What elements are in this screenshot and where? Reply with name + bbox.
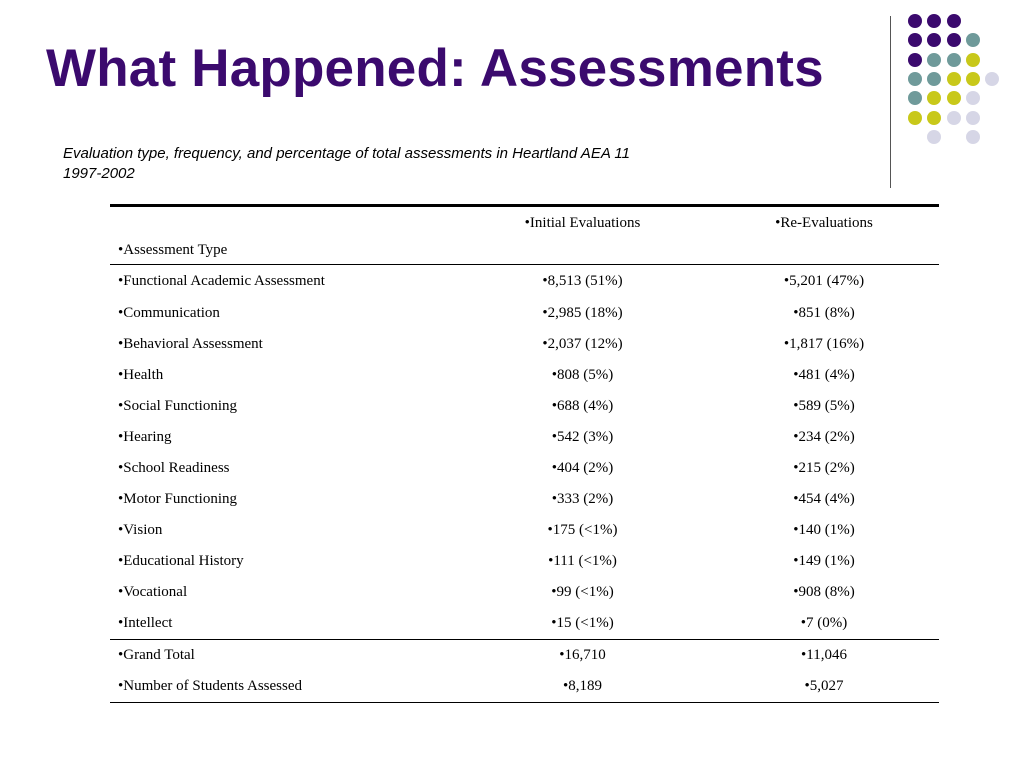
decorative-dot [908,72,922,86]
row-re-evaluations: •149 (1%) [793,553,855,569]
decorative-dot [927,33,941,47]
row-label: •Social Functioning [118,398,237,414]
decorative-dot [966,91,980,105]
row-initial-evaluations: •8,513 (51%) [542,273,623,289]
decorative-dot [908,53,922,67]
row-label: •Motor Functioning [118,491,238,507]
decorative-dot [947,72,961,86]
row-re-evaluations: •908 (8%) [793,584,855,600]
row-label: •Grand Total [118,647,195,663]
row-label: •Health [118,367,164,383]
header-re-evaluations: •Re-Evaluations [775,215,873,231]
row-re-evaluations: •1,817 (16%) [783,336,865,352]
row-initial-evaluations: •16,710 [559,647,606,663]
row-label: •Functional Academic Assessment [118,273,325,289]
row-initial-evaluations: •111 (<1%) [548,553,617,569]
table-row [110,453,939,484]
row-initial-evaluations: •404 (2%) [551,460,614,476]
decorative-dot [927,72,941,86]
decorative-dot [947,14,961,28]
row-initial-evaluations: •808 (5%) [551,367,614,383]
row-initial-evaluations: •175 (<1%) [547,522,618,538]
row-label: •Hearing [118,429,172,445]
table-row [110,391,939,422]
table-row [110,484,939,515]
row-re-evaluations: •11,046 [801,647,847,663]
row-re-evaluations: •481 (4%) [793,367,855,383]
table-row [110,360,939,391]
table-row [110,298,939,329]
decorative-dot [947,111,961,125]
decorative-dot [927,111,941,125]
table-body [110,265,939,703]
decorative-dot [947,53,961,67]
row-re-evaluations: •215 (2%) [793,460,855,476]
row-initial-evaluations: •688 (4%) [551,398,614,414]
table-row [110,608,939,640]
decorative-dot [966,111,980,125]
row-initial-evaluations: •542 (3%) [551,429,614,445]
row-initial-evaluations: •2,985 (18%) [542,305,623,321]
row-label: •Vision [118,522,163,538]
decorative-dot [908,91,922,105]
row-re-evaluations: •851 (8%) [793,305,855,321]
decorative-dot [908,33,922,47]
row-re-evaluations: •5,201 (47%) [783,273,865,289]
decorative-dot [966,53,980,67]
row-label: •Number of Students Assessed [118,678,302,694]
decorative-dot [985,72,999,86]
table-row [110,422,939,453]
decorative-dot [927,14,941,28]
row-re-evaluations: •234 (2%) [793,429,855,445]
row-re-evaluations: •589 (5%) [793,398,855,414]
table-total-row [110,671,939,703]
row-re-evaluations: •7 (0%) [800,615,848,631]
row-label: •Intellect [118,615,173,631]
decorative-dot [908,14,922,28]
table-row [110,577,939,608]
decorative-dot [927,130,941,144]
decorative-dot [927,53,941,67]
row-label: •Vocational [118,584,188,600]
table-caption [63,144,723,184]
caption-line-2: 1997-2002 [63,165,135,182]
row-initial-evaluations: •333 (2%) [551,491,614,507]
table-row [110,515,939,546]
decorative-dot [966,33,980,47]
row-initial-evaluations: •8,189 [562,678,602,694]
row-re-evaluations: •454 (4%) [793,491,855,507]
decorative-dot [908,111,922,125]
row-re-evaluations: •140 (1%) [793,522,855,538]
row-initial-evaluations: •15 (<1%) [551,615,614,631]
table-row [110,329,939,360]
row-initial-evaluations: •99 (<1%) [551,584,614,600]
caption-line-1: Evaluation type, frequency, and percentage of total assessments in Heartland AEA 11 [63,145,631,162]
row-label: •Educational History [118,553,244,569]
vertical-divider [890,16,891,188]
row-re-evaluations: •5,027 [804,678,844,694]
decorative-dot-grid [908,14,1008,164]
decorative-dot [947,33,961,47]
table-row [110,546,939,577]
table-header-row [110,206,939,265]
slide-title: What Happened: Assessments [46,39,824,98]
row-label: •School Readiness [118,460,230,476]
table-row [110,265,939,299]
row-initial-evaluations: •2,037 (12%) [542,336,623,352]
row-label: •Communication [118,305,220,321]
decorative-dot [966,130,980,144]
header-initial-evaluations: •Initial Evaluations [524,215,641,231]
row-label: •Behavioral Assessment [118,336,263,352]
table-total-row [110,640,939,672]
assessments-table [110,204,939,703]
decorative-dot [927,91,941,105]
decorative-dot [966,72,980,86]
decorative-dot [947,91,961,105]
header-assessment-type: •Assessment Type [118,242,228,258]
